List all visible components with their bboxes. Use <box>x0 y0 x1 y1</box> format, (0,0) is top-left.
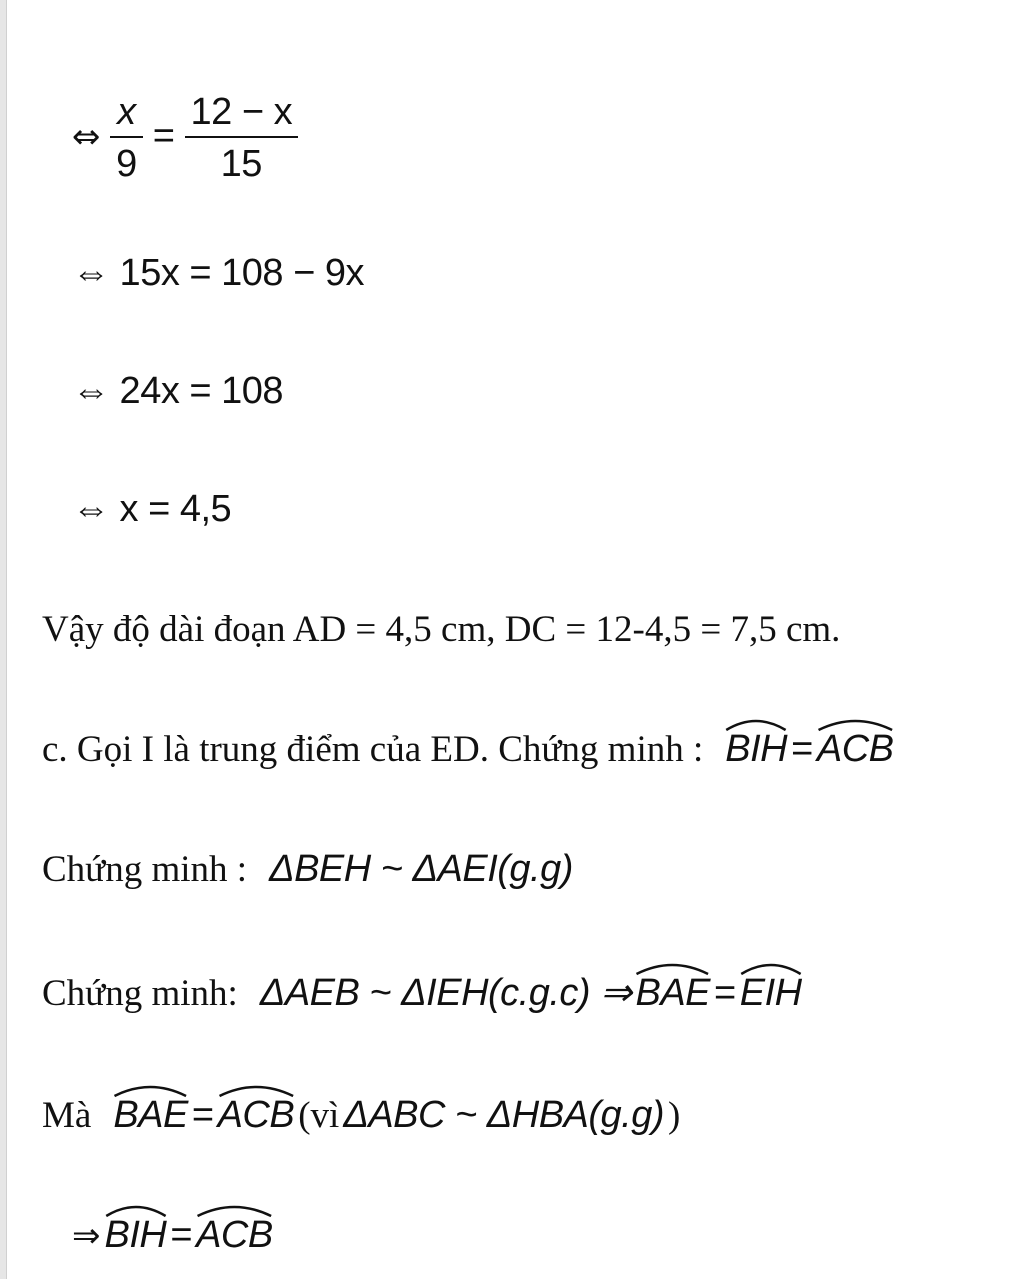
equation-step-4: ⇔ x = 4,5 <box>72 488 232 530</box>
similarity-expression: ΔABC ~ ΔHBA(g.g) <box>343 1094 665 1136</box>
fraction-left <box>110 92 143 184</box>
equation-fraction <box>72 92 298 184</box>
proof-similarity-2 <box>42 970 802 1015</box>
implies-arrow: ⇒ <box>72 1216 101 1256</box>
angle-equality-reason <box>42 1094 680 1137</box>
angle-acb-label: ACB <box>196 1214 273 1256</box>
angle-eih <box>740 972 802 1015</box>
reason-close: ) <box>668 1095 681 1136</box>
similarity-expression: ΔBEH ~ ΔAEI(g.g) <box>269 848 573 890</box>
angle-bih-label: BIH <box>725 728 788 770</box>
angle-acb-label: ACB <box>816 728 894 770</box>
left-border <box>0 0 7 1279</box>
angle-bae-label: BAE <box>635 972 711 1014</box>
equivalence-arrow: ⇔ <box>72 117 100 158</box>
angle-bae-label: BAE <box>113 1094 188 1136</box>
part-c-text: c. Gọi I là trung điểm của ED. Chứng minh : <box>42 729 704 770</box>
angle-acb <box>817 728 894 771</box>
final-conclusion <box>72 1214 273 1257</box>
fraction-right-numerator: 12 − x <box>185 92 299 138</box>
equals-sign: = <box>191 1094 214 1136</box>
fraction-left-denominator: 9 <box>116 143 137 185</box>
part-c-statement <box>42 728 893 771</box>
conclusion-text: Vậy độ dài đoạn AD = 4,5 cm, DC = 12-4,5 = 7,5 cm. <box>42 609 841 650</box>
equation-step-2: ⇔ 15x = 108 − 9x <box>72 252 364 294</box>
angle-bih-label: BIH <box>104 1214 167 1256</box>
ma-label: Mà <box>42 1095 92 1136</box>
angle-acb <box>218 1094 295 1137</box>
angle-bae <box>635 972 710 1015</box>
proof-similarity-1 <box>42 848 573 891</box>
fraction-right <box>185 92 299 184</box>
equals-sign: = <box>152 115 175 158</box>
equals-sign: = <box>791 728 813 770</box>
equals-sign: = <box>170 1214 193 1256</box>
fraction-right-denominator: 15 <box>220 143 262 185</box>
angle-bih <box>105 1214 167 1257</box>
angle-acb <box>196 1214 273 1257</box>
angle-acb-label: ACB <box>217 1094 295 1136</box>
proof-label: Chứng minh : <box>42 849 248 890</box>
similarity-expression: ΔAEB ~ ΔIEH(c.g.c) ⇒ <box>259 972 632 1014</box>
angle-bae <box>113 1094 188 1137</box>
angle-eih-label: EIH <box>739 972 802 1014</box>
fraction-left-numerator: x <box>110 92 143 138</box>
equals-sign: = <box>714 972 736 1014</box>
equation-step-3: ⇔ 24x = 108 <box>72 370 284 412</box>
proof-label: Chứng minh: <box>42 973 238 1014</box>
reason-open: (vì <box>298 1095 340 1136</box>
angle-bih <box>725 728 787 771</box>
